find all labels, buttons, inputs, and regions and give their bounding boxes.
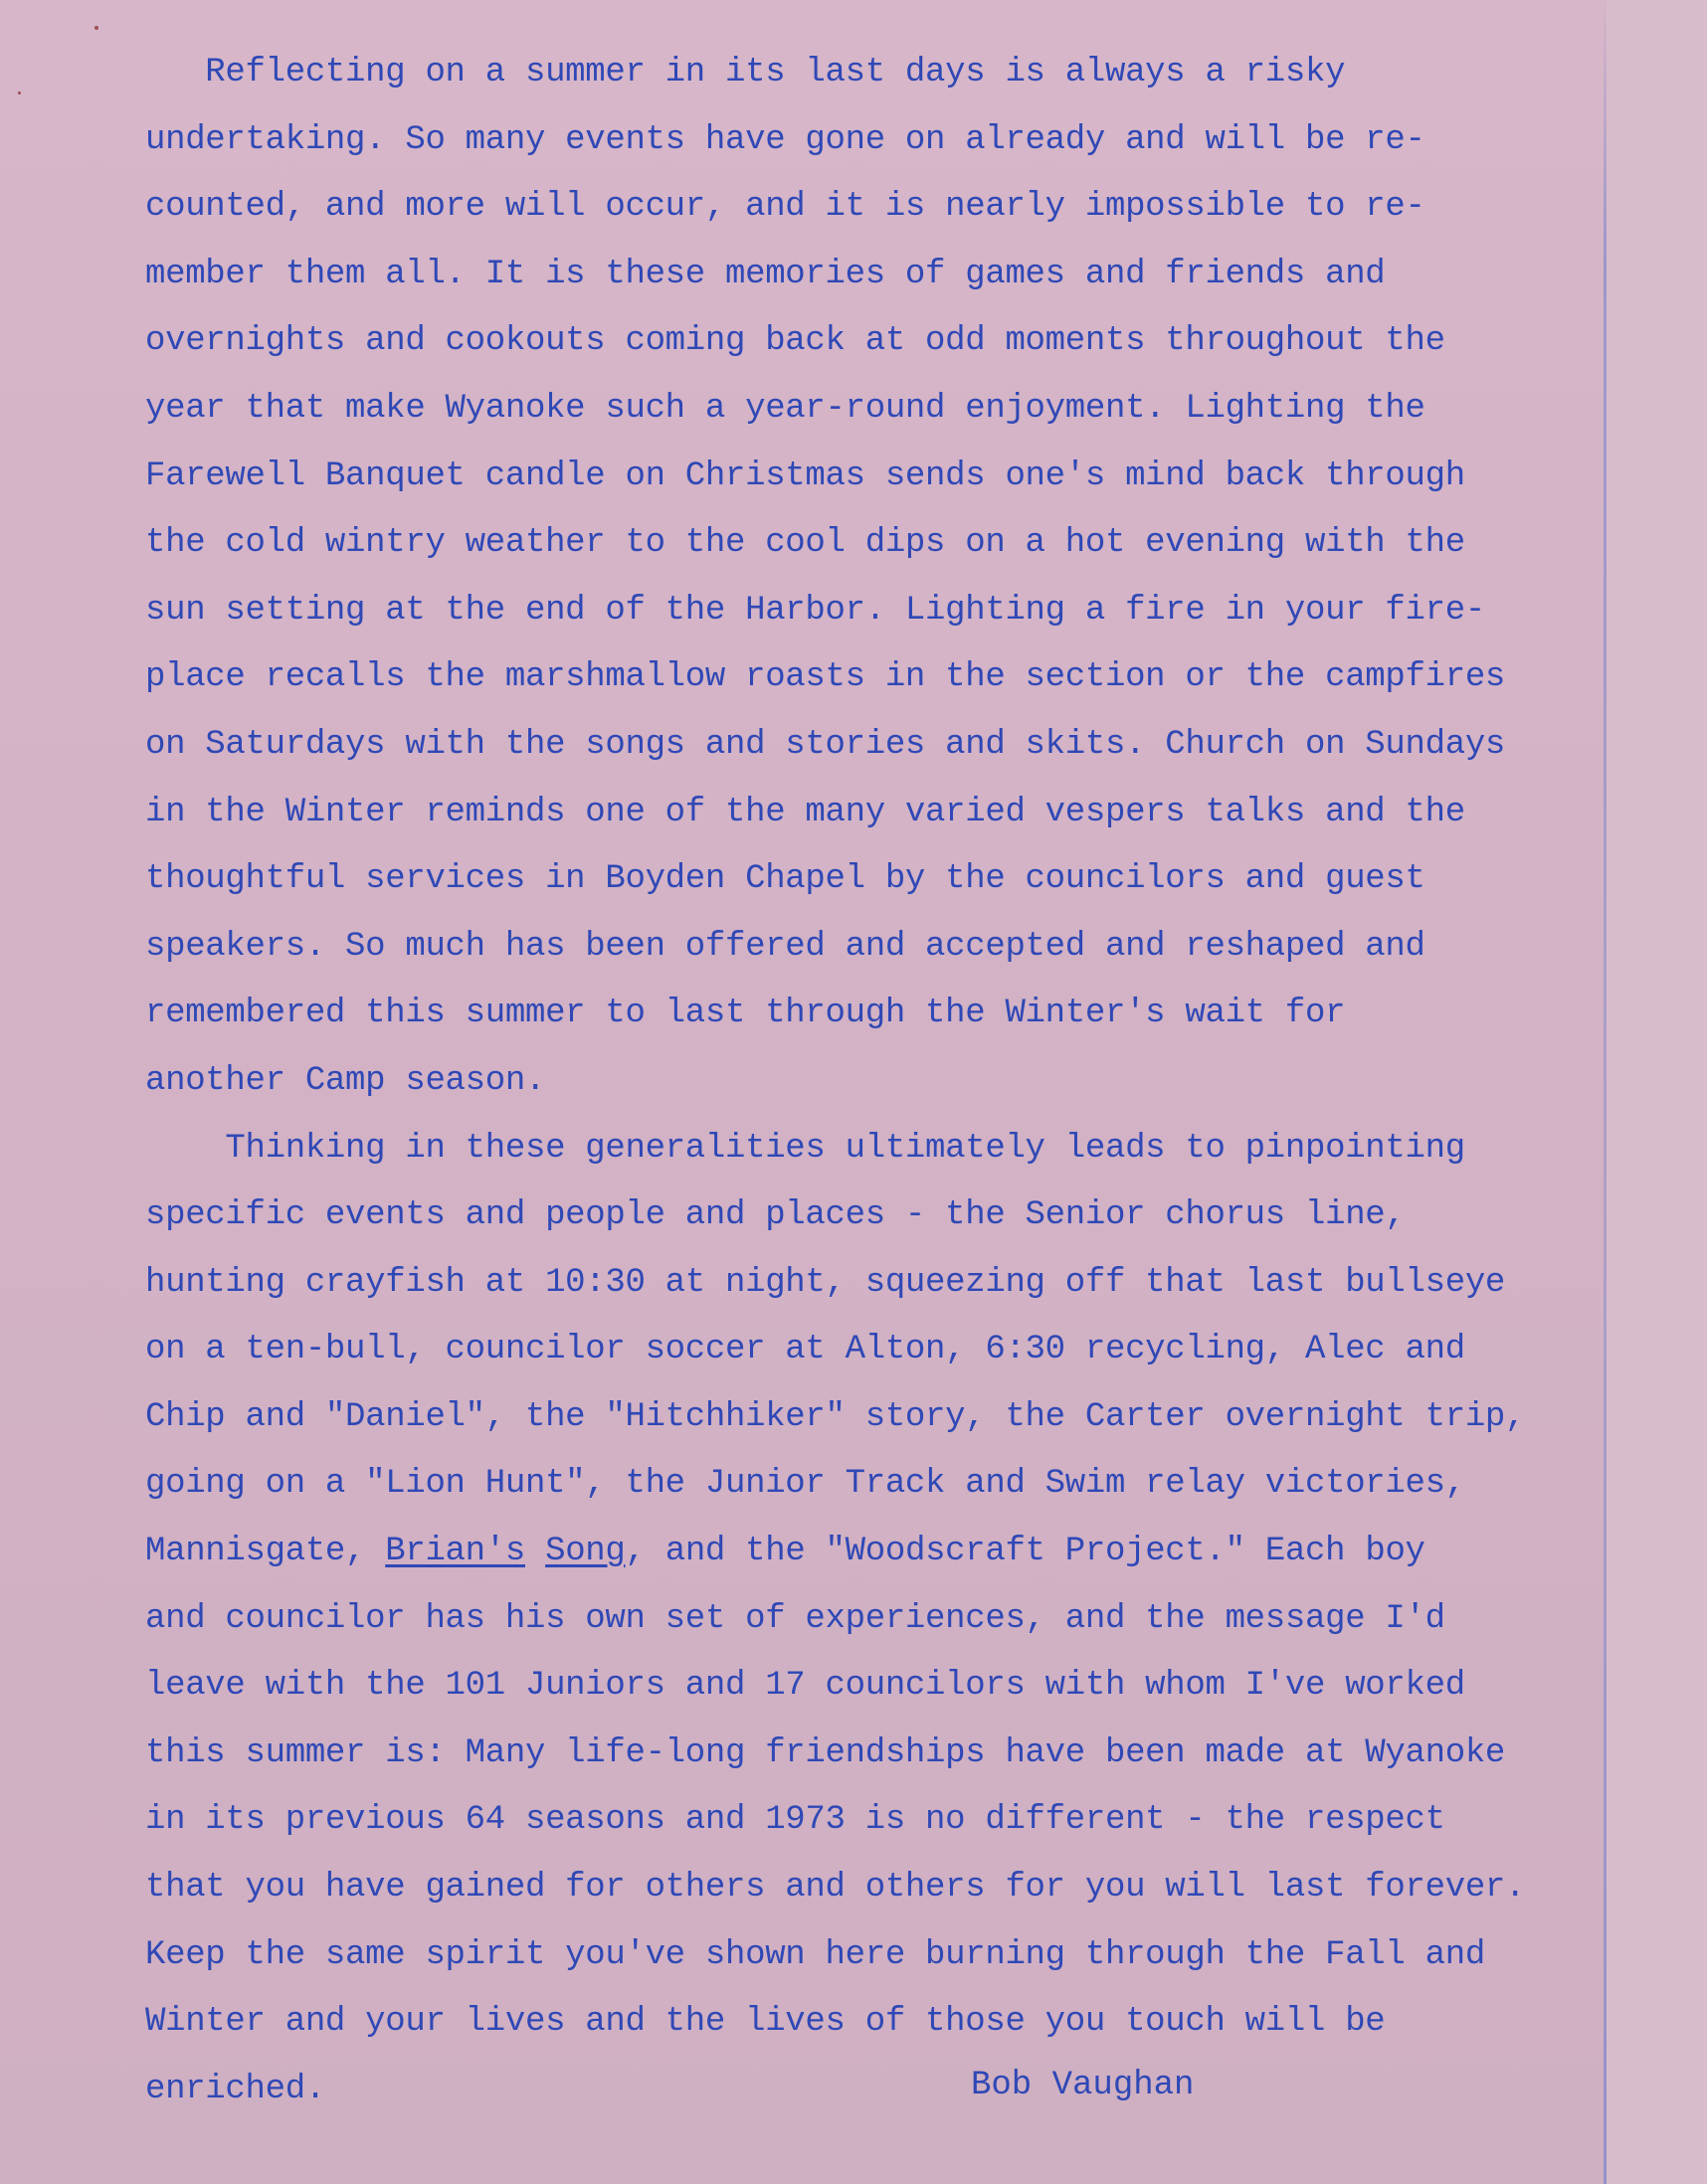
- paper-speck: [95, 26, 98, 30]
- paragraph-2-line: leave with the 101 Juniors and 17 councilors with whom I've worked: [145, 1667, 1465, 1706]
- paragraph-2-line: this summer is: Many life-long friendships have been made at Wyanoke: [145, 1733, 1506, 1772]
- paragraph-2-line: in its previous 64 seasons and 1973 is no different - the respect: [145, 1801, 1445, 1840]
- paragraph-1-line: member them all. It is these memories of games and friends and: [145, 255, 1386, 293]
- paragraph-2-lines-before: [145, 1116, 1558, 1520]
- paragraph-2-line: that you have gained for others and others for you will last forever.: [145, 1869, 1526, 1908]
- paragraph-1-line: speakers. So much has been offered and accepted and reshaped and: [145, 927, 1425, 966]
- paragraph-2-line: going on a "Lion Hunt", the Junior Track and Swim relay victories,: [145, 1465, 1465, 1504]
- paragraph-1-line: remembered this summer to last through the Winter's wait for: [145, 995, 1346, 1033]
- paragraph-1: [145, 40, 1558, 1116]
- paper-speck: [18, 91, 21, 94]
- paragraph-2-line: Chip and "Daniel", the "Hitchhiker" story, the Carter overnight trip,: [145, 1397, 1526, 1436]
- paragraph-1-line: on Saturdays with the songs and stories and skits. Church on Sundays: [145, 725, 1506, 764]
- paragraph-2: [145, 1116, 1558, 2124]
- page-margin-strip: [1607, 0, 1707, 2184]
- paragraph-1-line: Farewell Banquet candle on Christmas sends one's mind back through: [145, 456, 1465, 495]
- paragraph-2-line: and councilor has his own set of experiences, and the message I'd: [145, 1599, 1445, 1638]
- paragraph-1-line: thoughtful services in Boyden Chapel by the councilors and guest: [145, 860, 1425, 899]
- paragraph-1-line: another Camp season.: [145, 1061, 546, 1100]
- paragraph-2-line: Winter and your lives and the lives of those you touch will be: [145, 2003, 1386, 2042]
- song-title-space: [525, 1533, 545, 1570]
- paragraph-2-line: on a ten-bull, councilor soccer at Alton, 6:30 recycling, Alec and: [145, 1331, 1465, 1369]
- song-title-word-2: Song: [545, 1533, 626, 1571]
- paragraph-2-line: Keep the same spirit you've shown here burning through the Fall and: [145, 1935, 1485, 1974]
- paragraph-2-line: specific events and people and places - the Senior chorus line,: [145, 1196, 1406, 1235]
- title-line-prefix: Mannisgate,: [145, 1533, 386, 1571]
- paragraph-2-lines-after: [145, 1586, 1558, 2124]
- paragraph-2-title-line: [145, 1519, 1558, 1586]
- paragraph-1-line: the cold wintry weather to the cool dips on a hot evening with the: [145, 524, 1465, 563]
- paragraph-1-line: counted, and more will occur, and it is nearly impossible to re-: [145, 188, 1425, 227]
- letter-body: [145, 40, 1558, 2123]
- paragraph-2-line: Thinking in these generalities ultimately leads to pinpointing: [145, 1129, 1465, 1168]
- signature: Bob Vaughan: [971, 2067, 1195, 2104]
- paragraph-1-line: sun setting at the end of the Harbor. Lighting a fire in your fire-: [145, 591, 1485, 630]
- paragraph-1-line: year that make Wyanoke such a year-round enjoyment. Lighting the: [145, 389, 1425, 428]
- paragraph-1-line: in the Winter reminds one of the many varied vespers talks and the: [145, 793, 1465, 831]
- paragraph-2-line: hunting crayfish at 10:30 at night, squeezing off that last bullseye: [145, 1263, 1506, 1302]
- paragraph-2-line: enriched.: [145, 2070, 325, 2108]
- song-title-word-1: Brian's: [385, 1533, 525, 1571]
- paragraph-1-line: overnights and cookouts coming back at odd moments throughout the: [145, 322, 1445, 361]
- title-line-suffix: , and the "Woodscraft Project." Each boy: [625, 1533, 1425, 1571]
- paragraph-1-line: Reflecting on a summer in its last days is always a risky: [145, 54, 1346, 91]
- paragraph-1-line: undertaking. So many events have gone on already and will be re-: [145, 120, 1425, 159]
- paragraph-1-line: place recalls the marshmallow roasts in the section or the campfires: [145, 658, 1506, 697]
